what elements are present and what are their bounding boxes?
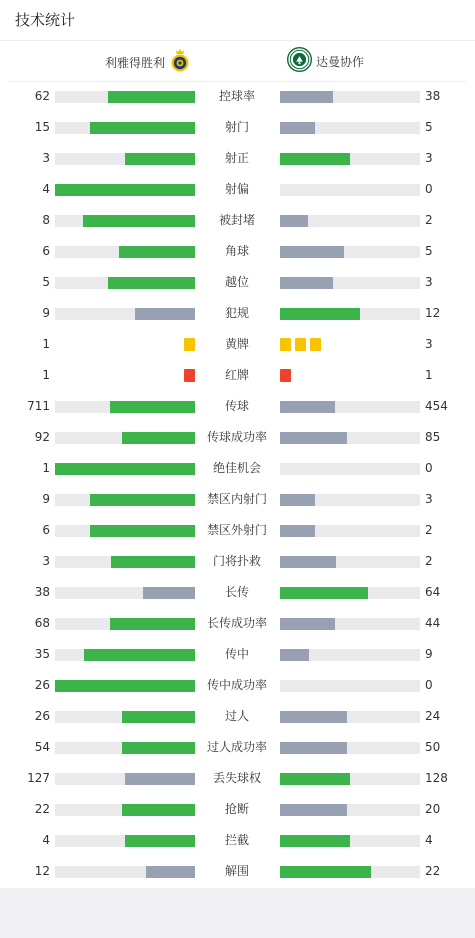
stat-label: 角球 [224,244,249,258]
home-value: 92 [34,430,50,444]
home-value: 1 [42,337,50,351]
home-bar-fill [83,215,195,227]
home-bar-fill [110,401,195,413]
page-title: 技术统计 [15,11,76,29]
stat-row [0,577,475,608]
away-value: 4 [425,833,433,847]
home-bar-fill [125,153,195,165]
home-bar-fill [90,494,195,506]
home-bar-fill [108,277,196,289]
stat-row [0,608,475,639]
team-header [8,41,466,82]
away-bar-fill [280,835,350,847]
away-bar-track [280,804,420,816]
stats-list [0,81,475,887]
away-bar-track [280,153,420,165]
stat-label: 丢失球权 [212,771,261,785]
home-bar-fill [84,649,195,661]
home-bar-track [55,215,195,227]
home-red-cards [184,369,195,382]
away-bar-track [280,246,420,258]
stat-row [0,484,475,515]
stat-label: 禁区内射门 [206,492,267,506]
home-bar-fill [55,184,195,196]
away-bar-fill [280,153,350,165]
stat-row [0,515,475,546]
home-bar-fill [108,91,195,103]
away-bar-fill [280,122,315,134]
home-bar-track [55,463,195,475]
home-bar-track [55,649,195,661]
stat-row [0,205,475,236]
stat-label: 射偏 [224,182,249,196]
away-value: 1 [425,368,433,382]
stat-row [0,329,475,360]
home-bar-fill [111,556,195,568]
home-team-name: 利雅得胜利 [104,55,165,70]
stat-row [0,670,475,701]
home-bar-fill [119,246,195,258]
away-bar-track [280,122,420,134]
home-bar-fill [122,804,195,816]
home-bar-track [55,153,195,165]
away-bar-fill [280,494,315,506]
stat-row [0,267,475,298]
home-bar-track [55,680,195,692]
away-value: 50 [425,740,441,754]
stat-label: 射正 [224,151,249,165]
stat-label: 射门 [224,120,249,134]
home-team[interactable] [105,50,190,74]
stat-label: 越位 [224,275,249,289]
home-bar-fill [90,525,195,537]
home-bar-track [55,525,195,537]
away-bar-track [280,494,420,506]
home-bar-track [55,401,195,413]
away-bar-track [280,308,420,320]
away-bar-fill [280,277,333,289]
away-bar-fill [280,308,360,320]
away-value: 12 [425,306,441,320]
away-bar-track [280,556,420,568]
away-value: 5 [425,120,433,134]
away-team-name: 达曼协作 [316,55,365,69]
away-bar-fill [280,246,344,258]
away-value: 2 [425,523,433,537]
home-value: 127 [27,771,50,785]
away-bar-fill [280,773,350,785]
stat-row [0,639,475,670]
away-value: 24 [425,709,441,723]
home-bar-track [55,432,195,444]
home-bar-fill [125,773,195,785]
yellow-card-icon [295,338,306,351]
away-bar-track [280,742,420,754]
home-bar-fill [122,711,195,723]
away-value: 3 [425,275,433,289]
away-bar-track [280,277,420,289]
away-bar-fill [280,432,347,444]
home-bar-fill [55,680,195,692]
stat-label: 传中 [224,647,249,661]
home-value: 1 [42,461,50,475]
away-value: 2 [425,213,433,227]
away-bar-track [280,401,420,413]
home-bar-track [55,711,195,723]
home-value: 8 [42,213,50,227]
away-value: 64 [425,585,441,599]
stat-label: 红牌 [224,368,249,382]
stat-row [0,546,475,577]
home-value: 4 [42,182,50,196]
home-bar-track [55,556,195,568]
away-yellow-cards [280,338,321,351]
stat-row [0,732,475,763]
home-bar-track [55,308,195,320]
away-team-logo-icon [287,47,312,76]
away-value: 44 [425,616,441,630]
home-bar-fill [122,432,195,444]
home-value: 54 [34,740,50,754]
home-bar-track [55,494,195,506]
home-bar-track [55,618,195,630]
away-value: 85 [425,430,441,444]
home-bar-fill [122,742,195,754]
home-value: 62 [34,89,50,103]
away-bar-fill [280,556,336,568]
stat-row [0,143,475,174]
stat-label: 传球 [224,399,249,413]
yellow-card-icon [184,338,195,351]
stat-row [0,236,475,267]
stat-row [0,81,475,112]
stat-label: 绝佳机会 [212,461,261,475]
stat-label: 禁区外射门 [206,523,267,537]
away-bar-fill [280,401,335,413]
stat-row [0,360,475,391]
home-bar-track [55,742,195,754]
away-value: 3 [425,337,433,351]
away-value: 38 [425,89,441,103]
stat-row [0,794,475,825]
home-bar-fill [125,835,195,847]
home-bar-fill [110,618,195,630]
home-value: 4 [42,833,50,847]
home-bar-track [55,587,195,599]
stat-row [0,763,475,794]
stat-label: 拦截 [224,833,249,847]
home-value: 9 [42,492,50,506]
stat-label: 黄牌 [224,337,249,351]
away-bar-fill [280,618,335,630]
away-value: 0 [425,678,433,692]
away-team[interactable] [287,49,364,74]
home-yellow-cards [184,338,195,351]
away-value: 128 [425,771,448,785]
home-bar-track [55,246,195,258]
stat-row [0,453,475,484]
home-value: 9 [42,306,50,320]
red-card-icon [184,369,195,382]
red-card-icon [280,369,291,382]
yellow-card-icon [310,338,321,351]
away-value: 5 [425,244,433,258]
home-bar-track [55,184,195,196]
away-bar-track [280,649,420,661]
away-bar-track [280,587,420,599]
away-bar-track [280,866,420,878]
stat-label: 解围 [224,864,249,878]
home-value: 1 [42,368,50,382]
away-bar-fill [280,91,333,103]
home-value: 35 [34,647,50,661]
away-value: 0 [425,182,433,196]
away-bar-track [280,525,420,537]
away-value: 3 [425,492,433,506]
stat-label: 长传 [224,585,249,599]
home-value: 6 [42,244,50,258]
stat-label: 门将扑救 [212,554,261,568]
away-bar-fill [280,525,315,537]
stat-row [0,701,475,732]
home-bar-track [55,835,195,847]
away-bar-track [280,91,420,103]
away-bar-track [280,711,420,723]
stat-row [0,298,475,329]
away-value: 22 [425,864,441,878]
stat-row [0,391,475,422]
home-value: 12 [34,864,50,878]
away-bar-fill [280,866,371,878]
home-value: 26 [34,678,50,692]
stat-label: 控球率 [218,89,255,103]
away-bar-fill [280,711,347,723]
home-bar-fill [55,463,195,475]
stat-label: 长传成功率 [206,616,267,630]
home-value: 68 [34,616,50,630]
away-bar-fill [280,649,309,661]
home-bar-track [55,866,195,878]
home-bar-fill [146,866,195,878]
stat-row [0,112,475,143]
home-bar-track [55,277,195,289]
away-bar-track [280,463,420,475]
away-bar-track [280,835,420,847]
away-red-cards [280,369,291,382]
home-bar-fill [135,308,195,320]
home-value: 26 [34,709,50,723]
away-value: 454 [425,399,448,413]
stat-label: 传球成功率 [206,430,267,444]
away-value: 9 [425,647,433,661]
home-bar-track [55,122,195,134]
stat-row [0,422,475,453]
away-bar-track [280,680,420,692]
away-bar-fill [280,804,347,816]
stat-row [0,825,475,856]
stat-row [0,856,475,887]
away-value: 3 [425,151,433,165]
stat-label: 抢断 [224,802,249,816]
home-bar-fill [90,122,195,134]
yellow-card-icon [280,338,291,351]
away-bar-fill [280,587,368,599]
home-value: 3 [42,151,50,165]
stat-label: 被封堵 [218,213,255,227]
home-team-logo-icon [170,48,190,76]
home-value: 22 [34,802,50,816]
away-bar-track [280,215,420,227]
home-value: 711 [27,399,50,413]
stat-label: 过人 [224,709,249,723]
home-value: 38 [34,585,50,599]
home-value: 5 [42,275,50,289]
home-bar-track [55,91,195,103]
away-bar-track [280,184,420,196]
home-value: 6 [42,523,50,537]
away-bar-track [280,773,420,785]
home-value: 15 [34,120,50,134]
stat-label: 传中成功率 [206,678,267,692]
away-value: 20 [425,802,441,816]
home-bar-track [55,773,195,785]
away-bar-track [280,432,420,444]
stat-row [0,174,475,205]
stat-label: 犯规 [224,306,249,320]
away-value: 2 [425,554,433,568]
home-value: 3 [42,554,50,568]
away-bar-track [280,618,420,630]
stat-label: 过人成功率 [206,740,267,754]
away-bar-fill [280,742,347,754]
home-bar-fill [143,587,195,599]
away-bar-fill [280,215,308,227]
away-value: 0 [425,461,433,475]
home-bar-track [55,804,195,816]
